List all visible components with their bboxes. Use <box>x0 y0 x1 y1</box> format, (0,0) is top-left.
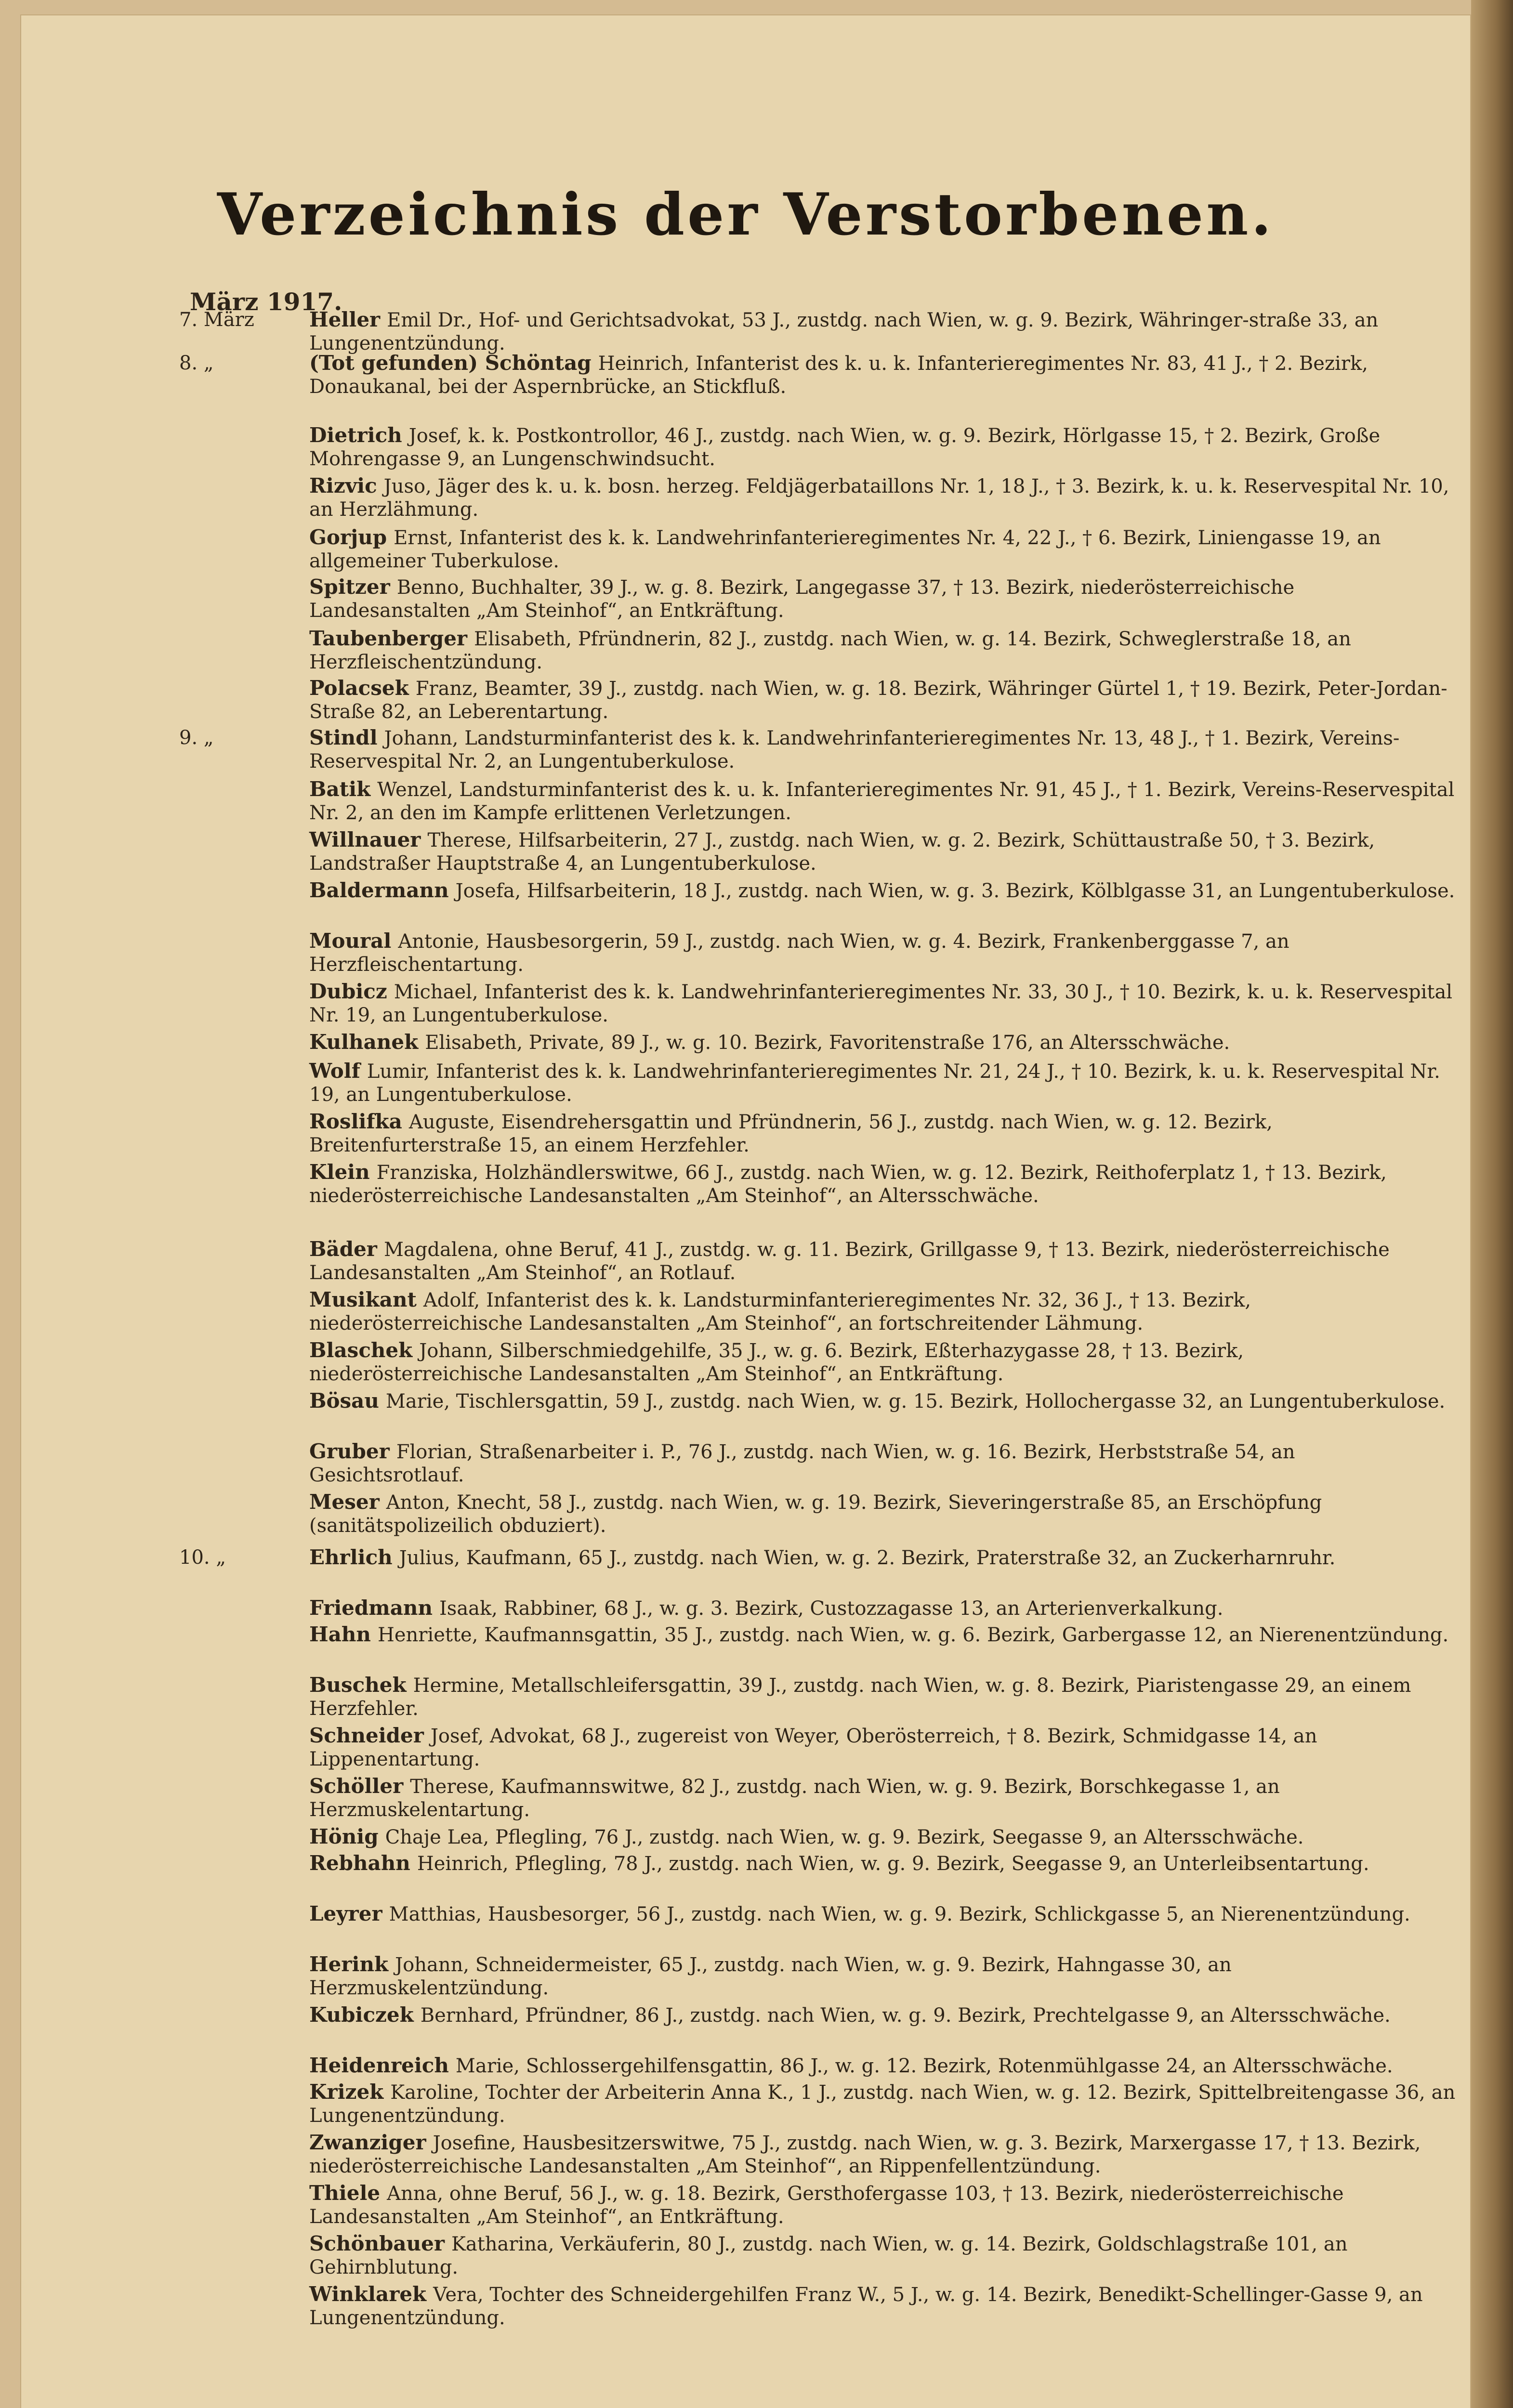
entry-day: 10. „ <box>179 1546 226 1569</box>
entry-description: Magdalena, ohne Beruf, 41 J., zustdg. w. g. 11. Bezirk, Grillgasse 9, † 13. Bezirk, niederösterreichische Landesanstalten „Am Steinhof“, an Rotlauf. <box>309 1239 1390 1284</box>
entry-surname: Klein <box>309 1160 370 1184</box>
entry-text <box>309 526 1456 573</box>
entry-description: Ernst, Infanterist des k. k. Landwehrinfanterieregimentes Nr. 4, 22 J., † 6. Bezirk, Liniengasse 19, an allgemeiner Tuberkulose. <box>309 527 1381 572</box>
entry-text <box>309 2081 1456 2127</box>
entry-surname: Kubiczek <box>309 2003 414 2027</box>
entry-surname: Thiele <box>309 2181 381 2205</box>
entry-surname: Herink <box>309 1952 389 1976</box>
entry-text <box>309 2003 1456 2027</box>
entry-text <box>309 576 1456 622</box>
entry-surname: Rebhahn <box>309 1851 410 1875</box>
entry-surname: Wolf <box>309 1059 360 1083</box>
entry-text <box>309 1674 1456 1720</box>
entry-description: Karoline, Tochter der Arbeiterin Anna K., 1 J., zustdg. nach Wien, w. g. 12. Bezirk, Spittelbreitengasse 36, an Lungenentzündung. <box>309 2081 1456 2127</box>
entry-text <box>309 1238 1456 1284</box>
entry-description: Marie, Schlossergehilfensgattin, 86 J., w. g. 12. Bezirk, Rotenmühlgasse 24, an Altersschwäche. <box>455 2055 1393 2077</box>
entry-text <box>309 1597 1456 1620</box>
entry-text <box>309 1852 1456 1875</box>
entry-surname: Gorjup <box>309 525 387 549</box>
entry-surname: Baldermann <box>309 878 449 902</box>
entry-text <box>309 1491 1456 1537</box>
entry-description: Therese, Kaufmannswitwe, 82 J., zustdg. nach Wien, w. g. 9. Bezirk, Borschkegasse 1, an Herzmuskelentartung. <box>309 1776 1280 1821</box>
entry-surname: Batik <box>309 777 371 801</box>
entry-text <box>309 778 1456 824</box>
entry-text <box>309 308 1456 355</box>
entry-surname: Friedmann <box>309 1596 433 1620</box>
entry-text <box>309 1288 1456 1335</box>
entry-surname: Roslifka <box>309 1110 402 1133</box>
entry-text <box>309 424 1456 471</box>
entry-day: 8. „ <box>179 352 214 374</box>
entry-description: Emil Dr., Hof- und Gerichtsadvokat, 53 J., zustdg. nach Wien, w. g. 9. Bezirk, Währinger-straße 33, an Lungenentzündung. <box>309 309 1379 354</box>
entry-surname: Blaschek <box>309 1338 413 1362</box>
entry-description: Heinrich, Infanterist des k. u. k. Infanterieregimentes Nr. 83, 41 J., † 2. Bezirk, Donaukanal, bei der Aspernbrücke, an Stickfluß. <box>309 353 1368 398</box>
date-heading: März 1917. <box>190 288 342 316</box>
entry-surname: (Tot gefunden) Schöntag <box>309 351 592 375</box>
entry-description: Heinrich, Pflegling, 78 J., zustdg. nach Wien, w. g. 9. Bezirk, Seegasse 9, an Unterleibsentartung. <box>417 1853 1369 1875</box>
page-title: Verzeichnis der Verstorbenen. <box>217 181 1275 249</box>
entry-description: Marie, Tischlersgattin, 59 J., zustdg. nach Wien, w. g. 15. Bezirk, Hollochergasse 32, an Lungentuberkulose. <box>385 1390 1446 1413</box>
entry-description: Julius, Kaufmann, 65 J., zustdg. nach Wien, w. g. 2. Bezirk, Praterstraße 32, an Zuckerharnruhr. <box>399 1547 1336 1569</box>
entry-text <box>309 879 1456 903</box>
entry-description: Anton, Knecht, 58 J., zustdg. nach Wien, w. g. 19. Bezirk, Sieveringerstraße 85, an Erschöpfung (sanitätspolizeilich obduziert). <box>309 1492 1322 1537</box>
entry-text <box>309 2283 1456 2329</box>
entry-text <box>309 929 1456 976</box>
entry-text <box>309 1724 1456 1771</box>
entry-description: Antonie, Hausbesorgerin, 59 J., zustdg. nach Wien, w. g. 4. Bezirk, Frankenberggasse 7, an Herzfleischentartung. <box>309 930 1289 976</box>
entry-surname: Musikant <box>309 1288 417 1311</box>
binding-edge <box>1471 0 1513 2408</box>
entry-surname: Gruber <box>309 1440 390 1463</box>
entry-description: Hermine, Metallschleifersgattin, 39 J., zustdg. nach Wien, w. g. 8. Bezirk, Piaristengasse 29, an einem Herzfehler. <box>309 1675 1411 1720</box>
entry-text <box>309 828 1456 875</box>
entry-surname: Ehrlich <box>309 1545 393 1569</box>
entry-description: Isaak, Rabbiner, 68 J., w. g. 3. Bezirk, Custozzagasse 13, an Arterienverkalkung. <box>439 1597 1224 1620</box>
entry-surname: Moural <box>309 929 392 953</box>
entry-text <box>309 627 1456 674</box>
entry-text <box>309 1389 1456 1413</box>
entry-description: Katharina, Verkäuferin, 80 J., zustdg. nach Wien, w. g. 14. Bezirk, Goldschlagstraße 101, an Gehirnblutung. <box>309 2233 1348 2278</box>
entry-surname: Dubicz <box>309 980 387 1003</box>
entry-text <box>309 1825 1456 1849</box>
entry-surname: Hönig <box>309 1825 379 1848</box>
entry-description: Bernhard, Pfründner, 86 J., zustdg. nach Wien, w. g. 9. Bezirk, Prechtelgasse 9, an Altersschwäche. <box>420 2004 1391 2027</box>
entry-description: Josefa, Hilfsarbeiterin, 18 J., zustdg. nach Wien, w. g. 3. Bezirk, Kölblgasse 31, an Lungentuberkulose. <box>455 880 1455 902</box>
entry-text <box>309 1110 1456 1157</box>
entry-description: Henriette, Kaufmannsgattin, 35 J., zustdg. nach Wien, w. g. 6. Bezirk, Garbergasse 12, an Nierenentzündung. <box>377 1624 1449 1646</box>
entry-surname: Bösau <box>309 1389 379 1413</box>
entry-text <box>309 2232 1456 2279</box>
entry-list <box>20 14 1471 2408</box>
entry-description: Elisabeth, Pfründnerin, 82 J., zustdg. nach Wien, w. g. 14. Bezirk, Schweglerstraße 18, an Herzfleischentzündung. <box>309 628 1351 673</box>
entry-surname: Winklarek <box>309 2282 427 2306</box>
entry-description: Matthias, Hausbesorger, 56 J., zustdg. nach Wien, w. g. 9. Bezirk, Schlickgasse 5, an Nierenentzündung. <box>389 1903 1410 1925</box>
entry-text <box>309 1623 1456 1647</box>
entry-description: Johann, Schneidermeister, 65 J., zustdg. nach Wien, w. g. 9. Bezirk, Hahngasse 30, an Herzmuskelentzündung. <box>309 1954 1232 1999</box>
entry-description: Anna, ohne Beruf, 56 J., w. g. 18. Bezirk, Gersthofergasse 103, † 13. Bezirk, niederösterreichische Landesanstalten „Am Steinhof“, an Entkräftung. <box>309 2183 1344 2228</box>
entry-text <box>309 677 1456 723</box>
entry-description: Juso, Jäger des k. u. k. bosn. herzeg. Feldjägerbataillons Nr. 1, 18 J., † 3. Bezirk, k. u. k. Reservespital Nr. 10, an Herzlähmung. <box>309 475 1449 521</box>
entry-surname: Schneider <box>309 1724 424 1747</box>
entry-surname: Bäder <box>309 1237 377 1261</box>
entry-surname: Spitzer <box>309 575 390 599</box>
entry-description: Johann, Landsturminfanterist des k. k. Landwehrinfanterieregimentes Nr. 13, 48 J., † 1. Bezirk, Vereins-Reservespital Nr. 2, an Lungentuberkulose. <box>309 727 1400 772</box>
entry-text <box>309 1031 1456 1054</box>
entry-day: 7. März <box>179 309 254 331</box>
document-page <box>20 14 1471 2408</box>
entry-surname: Buschek <box>309 1673 407 1697</box>
entry-text <box>309 1060 1456 1106</box>
entry-text <box>309 2131 1456 2178</box>
entry-text <box>309 1161 1456 1207</box>
entry-text <box>309 1775 1456 1821</box>
entry-description: Auguste, Eisendrehersgattin und Pfründnerin, 56 J., zustdg. nach Wien, w. g. 12. Bezirk, Breitenfurterstraße 15, an einem Herzfehler. <box>309 1111 1273 1156</box>
entry-text <box>309 1440 1456 1487</box>
entry-description: Johann, Silberschmiedgehilfe, 35 J., w. g. 6. Bezirk, Eßterhazygasse 28, † 13. Bezirk, niederösterreichische Landesanstalten „Am Steinhof“, an Entkräftung. <box>309 1340 1244 1385</box>
entry-description: Franz, Beamter, 39 J., zustdg. nach Wien, w. g. 18. Bezirk, Währinger Gürtel 1, † 19. Bezirk, Peter-Jordan-Straße 82, an Leberentartung. <box>309 678 1447 723</box>
entry-text <box>309 980 1456 1027</box>
entry-surname: Krizek <box>309 2080 384 2104</box>
entry-surname: Schönbauer <box>309 2232 445 2255</box>
entry-text <box>309 2182 1456 2228</box>
entry-text <box>309 474 1456 521</box>
entry-surname: Stindl <box>309 726 378 749</box>
entry-surname: Willnauer <box>309 828 421 851</box>
entry-description: Josef, k. k. Postkontrollor, 46 J., zustdg. nach Wien, w. g. 9. Bezirk, Hörlgasse 15, † 2. Bezirk, Große Mohrengasse 9, an Lungenschwindsucht. <box>309 425 1381 470</box>
entry-description: Chaje Lea, Pflegling, 76 J., zustdg. nach Wien, w. g. 9. Bezirk, Seegasse 9, an Altersschwäche. <box>385 1826 1304 1848</box>
entry-surname: Hahn <box>309 1623 371 1646</box>
entry-description: Vera, Tochter des Schneidergehilfen Franz W., 5 J., w. g. 14. Bezirk, Benedikt-Schellinger-Gasse 9, an Lungenentzündung. <box>309 2284 1423 2329</box>
entry-surname: Dietrich <box>309 423 402 447</box>
entry-description: Adolf, Infanterist des k. k. Landsturminfanterieregimentes Nr. 32, 36 J., † 13. Bezirk, niederösterreichische Landesanstalten „Am Steinhof“, an fortschreitender Lähmung. <box>309 1289 1251 1335</box>
entry-surname: Meser <box>309 1490 380 1514</box>
entry-text <box>309 352 1456 398</box>
entry-surname: Zwanziger <box>309 2131 426 2154</box>
entry-description: Wenzel, Landsturminfanterist des k. u. k. Infanterieregimentes Nr. 91, 45 J., † 1. Bezirk, Vereins-Reservespital Nr. 2, an den im Kampfe erlittenen Verletzungen. <box>309 779 1455 824</box>
entry-description: Lumir, Infanterist des k. k. Landwehrinfanterieregimentes Nr. 21, 24 J., † 10. Bezirk, k. u. k. Reservespital Nr. 19, an Lungentuberkulose. <box>309 1060 1440 1106</box>
entry-surname: Rizvic <box>309 474 377 497</box>
entry-surname: Heller <box>309 308 381 331</box>
entry-text <box>309 2054 1456 2078</box>
entry-text <box>309 726 1456 773</box>
entry-surname: Taubenberger <box>309 627 468 650</box>
entry-text <box>309 1546 1456 1570</box>
entry-description: Josef, Advokat, 68 J., zugereist von Weyer, Oberösterreich, † 8. Bezirk, Schmidgasse 14, an Lippenentartung. <box>309 1725 1317 1770</box>
entry-surname: Kulhanek <box>309 1030 419 1054</box>
entry-description: Josefine, Hausbesitzerswitwe, 75 J., zustdg. nach Wien, w. g. 3. Bezirk, Marxergasse 17, † 13. Bezirk, niederösterreichische Landesanstalten „Am Steinhof“, an Rippenfellentzündung. <box>309 2132 1421 2177</box>
entry-text <box>309 1953 1456 2000</box>
entry-text <box>309 1339 1456 1386</box>
entry-day: 9. „ <box>179 727 214 749</box>
entry-description: Michael, Infanterist des k. k. Landwehrinfanterieregimentes Nr. 33, 30 J., † 10. Bezirk, k. u. k. Reservespital Nr. 19, an Lungentuberkulose. <box>309 981 1453 1026</box>
entry-surname: Polacsek <box>309 676 409 700</box>
entry-surname: Schöller <box>309 1774 404 1798</box>
entry-surname: Leyrer <box>309 1902 382 1925</box>
entry-text <box>309 1902 1456 1926</box>
entry-description: Florian, Straßenarbeiter i. P., 76 J., zustdg. nach Wien, w. g. 16. Bezirk, Herbststraße 54, an Gesichtsrotlauf. <box>309 1441 1295 1486</box>
entry-description: Elisabeth, Private, 89 J., w. g. 10. Bezirk, Favoritenstraße 176, an Altersschwäche. <box>425 1032 1230 1054</box>
entry-description: Benno, Buchhalter, 39 J., w. g. 8. Bezirk, Langegasse 37, † 13. Bezirk, niederösterreichische Landesanstalten „Am Steinhof“, an Entkräftung. <box>309 576 1295 622</box>
entry-surname: Heidenreich <box>309 2054 449 2077</box>
entry-description: Franziska, Holzhändlerswitwe, 66 J., zustdg. nach Wien, w. g. 12. Bezirk, Reithoferplatz 1, † 13. Bezirk, niederösterreichische Landesanstalten „Am Steinhof“, an Altersschwäche. <box>309 1162 1387 1207</box>
entry-description: Therese, Hilfsarbeiterin, 27 J., zustdg. nach Wien, w. g. 2. Bezirk, Schüttaustraße 50, † 3. Bezirk, Landstraßer Hauptstraße 4, an Lungentuberkulose. <box>309 829 1375 875</box>
